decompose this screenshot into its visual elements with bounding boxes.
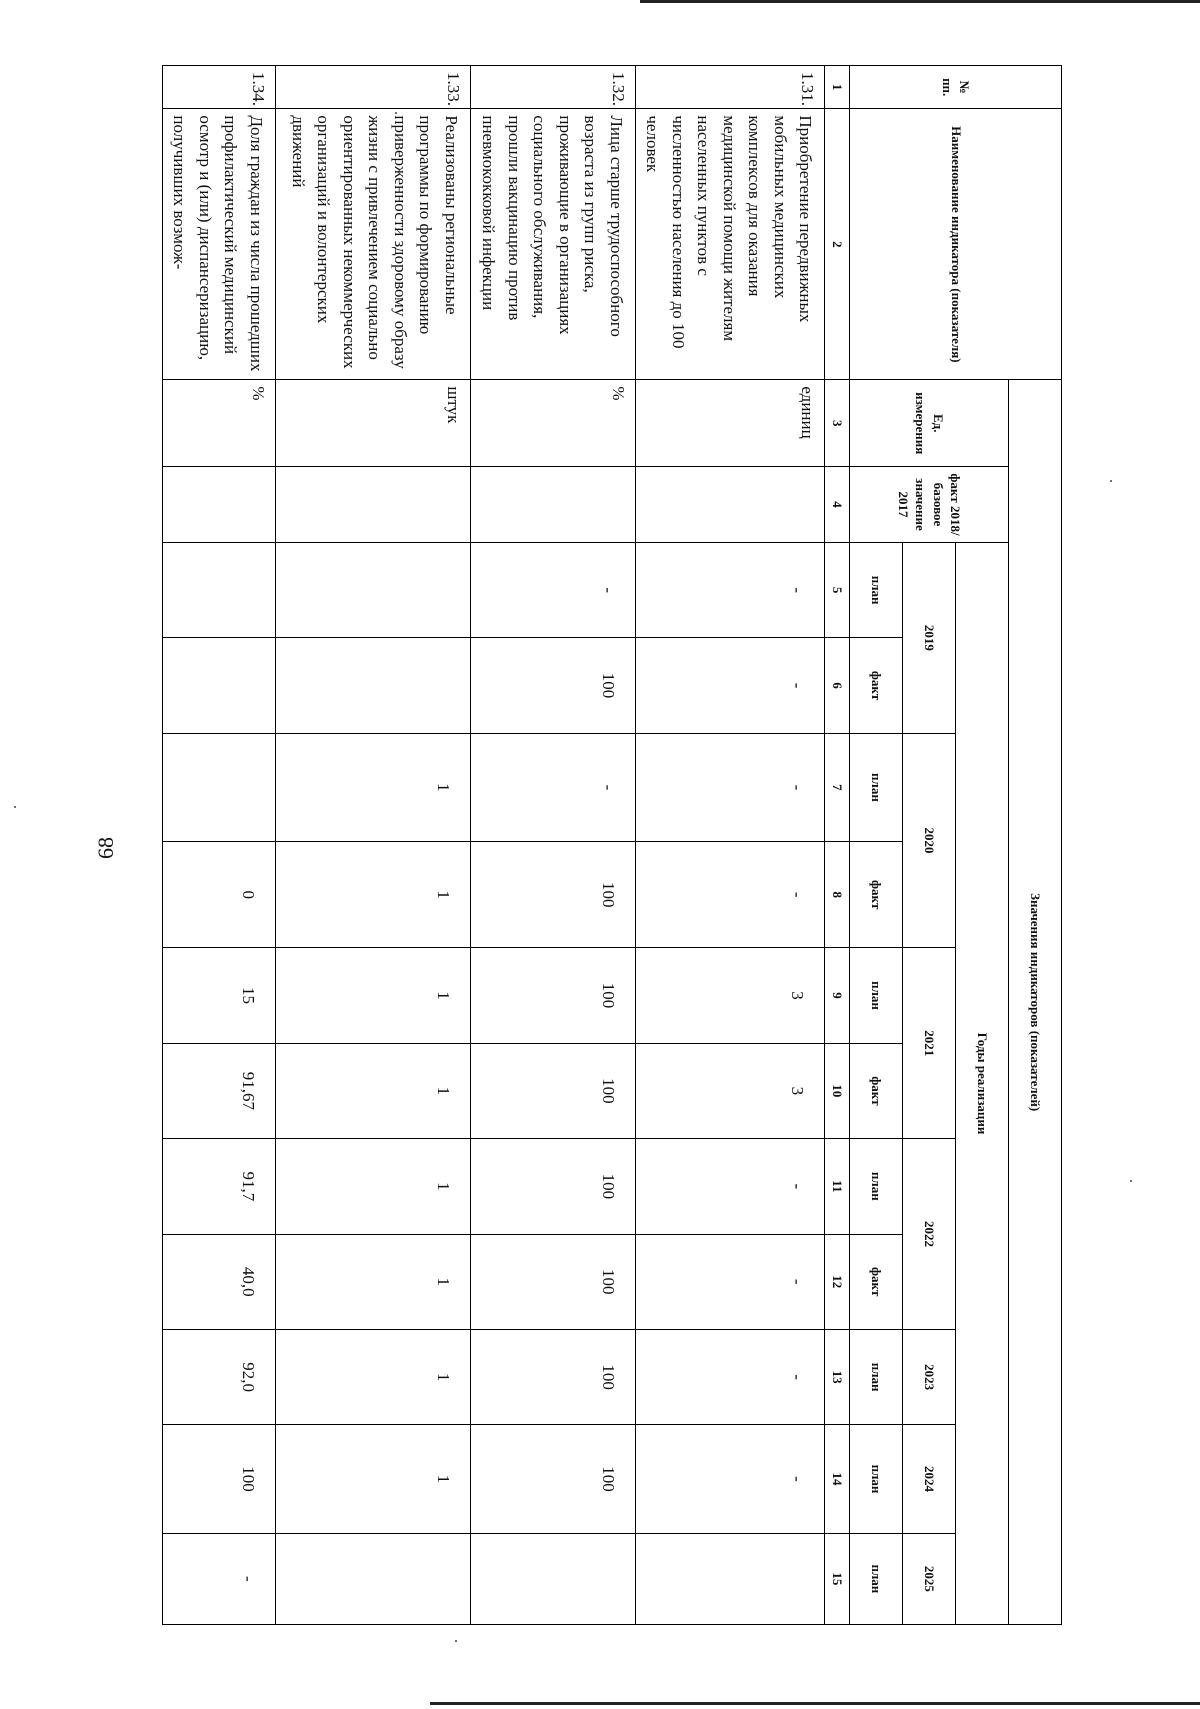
header-name: Наименование индикатора (показателя) <box>850 109 1062 380</box>
year-2023: 2023 <box>903 1329 956 1424</box>
fact-label: факт <box>850 638 903 733</box>
value-cell: 1 <box>276 842 471 948</box>
row-number: 1.32. <box>471 66 636 109</box>
indicator-name: Реализованы региональные программы по формированию приверженности здоровому образу жизни с привлечением социально ориентированных некоммерческих организаций и волонтерских движений <box>276 109 471 380</box>
row-number: 1.33. <box>276 66 471 109</box>
year-2021: 2021 <box>903 948 956 1139</box>
value-cell: - <box>636 1234 826 1329</box>
year-2022: 2022 <box>903 1139 956 1330</box>
table-row <box>471 66 636 1625</box>
column-number: 4 <box>825 467 850 543</box>
indicator-unit: штук <box>276 380 471 467</box>
indicator-name: Доля граждан из числа прошедших профилактический медицинский осмотр и (или) диспансеризацию, получивших возмож- <box>163 109 276 380</box>
header-values-group: Значения индикаторов (показателей) <box>1009 380 1062 1625</box>
scan-border-bottom <box>430 1702 1200 1705</box>
base-value <box>163 467 276 543</box>
table-row <box>636 66 826 1625</box>
fact-label: факт <box>850 1043 903 1138</box>
value-cell: 91,67 <box>163 1043 276 1138</box>
indicator-unit: % <box>471 380 636 467</box>
value-cell: 1 <box>276 1234 471 1329</box>
value-cell: 1 <box>276 1329 471 1424</box>
row-number: 1.34. <box>163 66 276 109</box>
value-cell: 0 <box>163 842 276 948</box>
indicator-unit: % <box>163 380 276 467</box>
indicator-table-rotated <box>162 65 1062 1625</box>
value-cell <box>163 733 276 841</box>
column-number: 15 <box>825 1533 850 1624</box>
indicator-table <box>162 65 1062 1625</box>
scan-speck <box>1130 1180 1132 1182</box>
value-cell: 100 <box>471 1139 636 1234</box>
header-years-group: Годы реализации <box>956 542 1009 1624</box>
value-cell: - <box>471 733 636 841</box>
value-cell: 3 <box>636 948 826 1043</box>
value-cell <box>276 638 471 733</box>
value-cell: - <box>636 1425 826 1533</box>
value-cell: 1 <box>276 733 471 841</box>
scan-speck <box>1110 480 1112 482</box>
plan-label: план <box>850 733 903 841</box>
column-number: 11 <box>825 1139 850 1234</box>
value-cell <box>636 1533 826 1624</box>
base-value <box>636 467 826 543</box>
value-cell: 100 <box>471 948 636 1043</box>
column-number: 9 <box>825 948 850 1043</box>
table-row <box>276 66 471 1625</box>
plan-label: план <box>850 1425 903 1533</box>
column-number: 1 <box>825 66 850 109</box>
base-value <box>276 467 471 543</box>
value-cell: 100 <box>471 1329 636 1424</box>
plan-label: план <box>850 542 903 637</box>
indicator-name: Лица старше трудоспособного возраста из групп риска, проживающие в организациях социального обслуживания, прошли вакцинацию против пневмококковой инфекции <box>471 109 636 380</box>
value-cell: - <box>636 842 826 948</box>
year-2024: 2024 <box>903 1425 956 1533</box>
value-cell: 100 <box>471 842 636 948</box>
column-number: 10 <box>825 1043 850 1138</box>
value-cell: - <box>636 1139 826 1234</box>
row-number: 1.31. <box>636 66 826 109</box>
value-cell <box>276 542 471 637</box>
value-cell: - <box>636 1329 826 1424</box>
year-2020: 2020 <box>903 733 956 948</box>
value-cell: - <box>636 542 826 637</box>
plan-label: план <box>850 1139 903 1234</box>
header-unit: Ед. измерения <box>850 380 1009 467</box>
value-cell <box>163 542 276 637</box>
header-row-1 <box>1009 66 1062 1625</box>
value-cell: 100 <box>471 1425 636 1533</box>
column-number: 7 <box>825 733 850 841</box>
value-cell: 100 <box>163 1425 276 1533</box>
value-cell: 1 <box>276 1425 471 1533</box>
base-value <box>471 467 636 543</box>
indicator-unit: единиц <box>636 380 826 467</box>
value-cell: 1 <box>276 1043 471 1138</box>
value-cell: 100 <box>471 1043 636 1138</box>
plan-label: план <box>850 1329 903 1424</box>
value-cell: 1 <box>276 948 471 1043</box>
column-number: 12 <box>825 1234 850 1329</box>
value-cell: 100 <box>471 638 636 733</box>
header-base: факт 2018/базовое значение 2017 <box>850 467 1009 543</box>
column-number: 3 <box>825 380 850 467</box>
value-cell: 1 <box>276 1139 471 1234</box>
column-number: 5 <box>825 542 850 637</box>
column-number: 2 <box>825 109 850 380</box>
value-cell <box>276 1533 471 1624</box>
value-cell: 92,0 <box>163 1329 276 1424</box>
fact-label: факт <box>850 842 903 948</box>
value-cell: 15 <box>163 948 276 1043</box>
column-number: 13 <box>825 1329 850 1424</box>
fact-label: факт <box>850 1234 903 1329</box>
value-cell: - <box>471 542 636 637</box>
column-number: 8 <box>825 842 850 948</box>
value-cell: 40,0 <box>163 1234 276 1329</box>
indicator-name: Приобретение передвижных мобильных медицинских комплексов для оказания медицинской помощи жителям населенных пунктов с численностью населения до 100 человек <box>636 109 826 380</box>
header-num: № пп. <box>850 66 1062 109</box>
plan-label: план <box>850 948 903 1043</box>
value-cell: - <box>636 638 826 733</box>
value-cell <box>163 638 276 733</box>
plan-label: план <box>850 1533 903 1624</box>
table-row <box>163 66 276 1625</box>
year-2019: 2019 <box>903 542 956 733</box>
year-2025: 2025 <box>903 1533 956 1624</box>
value-cell: 3 <box>636 1043 826 1138</box>
scan-speck <box>14 806 16 808</box>
scan-speck <box>455 1640 457 1642</box>
value-cell: - <box>636 733 826 841</box>
value-cell: 100 <box>471 1234 636 1329</box>
page-number: 68 <box>93 837 118 859</box>
value-cell <box>471 1533 636 1624</box>
column-number-row <box>825 66 850 1625</box>
value-cell: - <box>163 1533 276 1624</box>
column-number: 6 <box>825 638 850 733</box>
scan-border-top <box>640 0 1200 3</box>
column-number: 14 <box>825 1425 850 1533</box>
value-cell: 91,7 <box>163 1139 276 1234</box>
